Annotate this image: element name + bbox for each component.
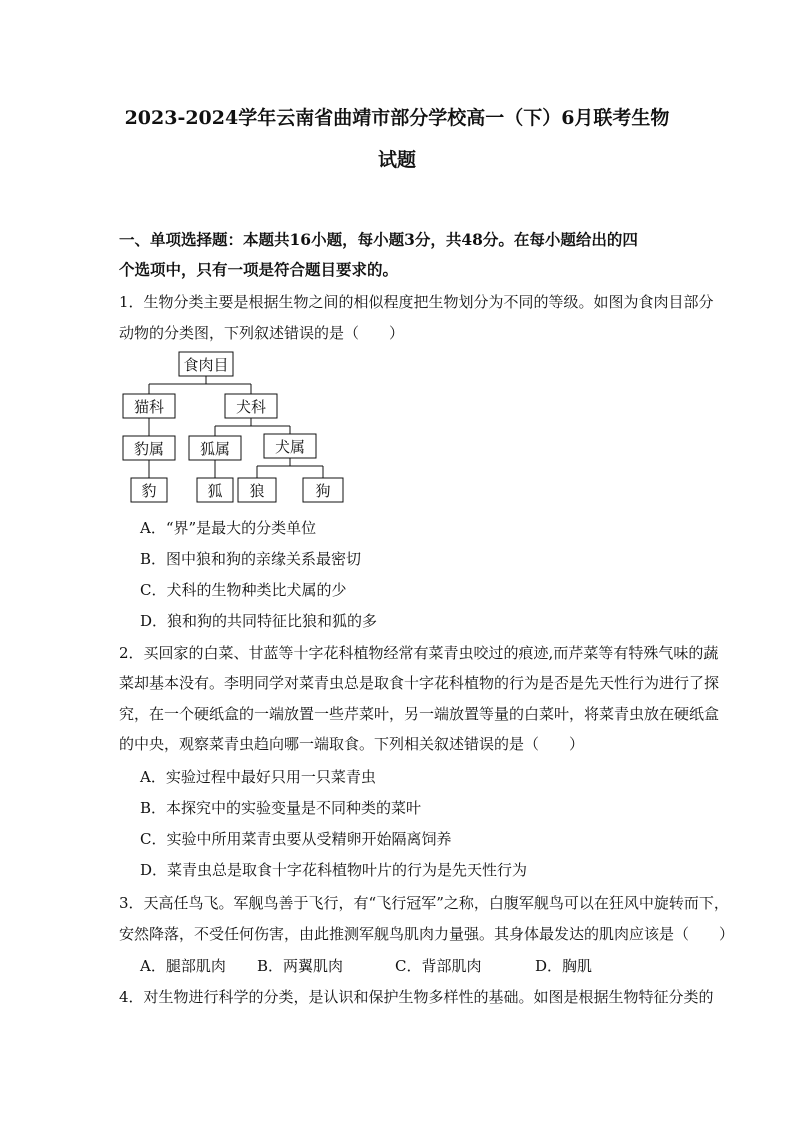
node-family-cat: 猫科 [133, 398, 165, 416]
question-2-stem-line-2: 菜却基本没有。李明同学对菜青虫总是取食十字花科植物的行为是否是先天性行为进行了探 [119, 674, 720, 692]
question-1-option-a: A．“界”是最大的分类单位 [140, 519, 317, 537]
question-3-stem-line-1: 3．天高任鸟飞。军舰鸟善于飞行，有“飞行冠军”之称，白腹军舰鸟可以在狂风中旋转而下， [119, 894, 729, 912]
question-1-stem-line-2: 动物的分类图，下列叙述错误的是（ ） [119, 324, 405, 342]
question-3-option-c: C．背部肌肉 [395, 957, 482, 975]
question-2-option-d: D．菜青虫总是取食十字花科植物叶片的行为是先天性行为 [140, 861, 528, 879]
question-1-option-b: B．图中狼和狗的亲缘关系最密切 [140, 550, 362, 568]
question-4-stem-line-1: 4．对生物进行科学的分类，是认识和保护生物多样性的基础。如图是根据生物特征分类的 [119, 988, 714, 1006]
page-title-line-1: 2023-2024学年云南省曲靖市部分学校高一（下）6月联考生物 [124, 107, 670, 129]
node-species-dog: 狗 [315, 482, 331, 500]
section-heading-line-2: 个选项中，只有一项是符合题目要求的。 [119, 260, 399, 279]
page-title-line-2: 试题 [377, 149, 416, 171]
classification-diagram [118, 350, 358, 514]
question-3-option-a: A．腿部肌肉 [140, 957, 226, 975]
node-genus-dog: 犬属 [274, 438, 306, 456]
node-genus-fox: 狐属 [199, 440, 231, 458]
node-species-leopard: 豹 [141, 482, 157, 500]
question-2-option-c: C．实验中所用菜青虫要从受精卵开始隔离饲养 [140, 830, 452, 848]
question-1-option-c: C．犬科的生物种类比犬属的少 [140, 581, 347, 599]
node-root: 食肉目 [183, 356, 229, 374]
section-heading-line-1: 一、单项选择题：本题共16小题，每小题3分，共48分。在每小题给出的四 [119, 230, 638, 249]
question-2-stem-line-1: 2．买回家的白菜、甘蓝等十字花科植物经常有菜青虫咬过的痕迹,而芹菜等有特殊气味的蔬 [119, 644, 719, 662]
node-species-fox: 狐 [207, 482, 223, 500]
question-3-option-b: B．两翼肌肉 [257, 957, 344, 975]
node-species-wolf: 狼 [249, 482, 265, 500]
question-1-stem-line-1: 1．生物分类主要是根据生物之间的相似程度把生物划分为不同的等级。如图为食肉目部分 [119, 293, 714, 311]
question-2-option-a: A．实验过程中最好只用一只菜青虫 [140, 768, 376, 786]
question-2-stem-line-4: 的中央，观察菜青虫趋向哪一端取食。下列相关叙述错误的是（ ） [119, 735, 585, 753]
question-2-stem-line-3: 究，在一个硬纸盒的一端放置一些芹菜叶，另一端放置等量的白菜叶，将菜青虫放在硬纸盒 [119, 705, 720, 723]
node-genus-leopard: 豹属 [133, 440, 165, 458]
question-1-option-d: D．狼和狗的共同特征比狼和狐的多 [140, 612, 378, 630]
question-2-option-b: B．本探究中的实验变量是不同种类的菜叶 [140, 799, 422, 817]
node-family-dog: 犬科 [235, 398, 267, 416]
question-3-stem-line-2: 安然降落，不受任何伤害，由此推测军舰鸟肌肉力量强。其身体最发达的肌肉应该是（ ） [119, 925, 735, 943]
question-3-option-d: D．胸肌 [535, 957, 593, 975]
